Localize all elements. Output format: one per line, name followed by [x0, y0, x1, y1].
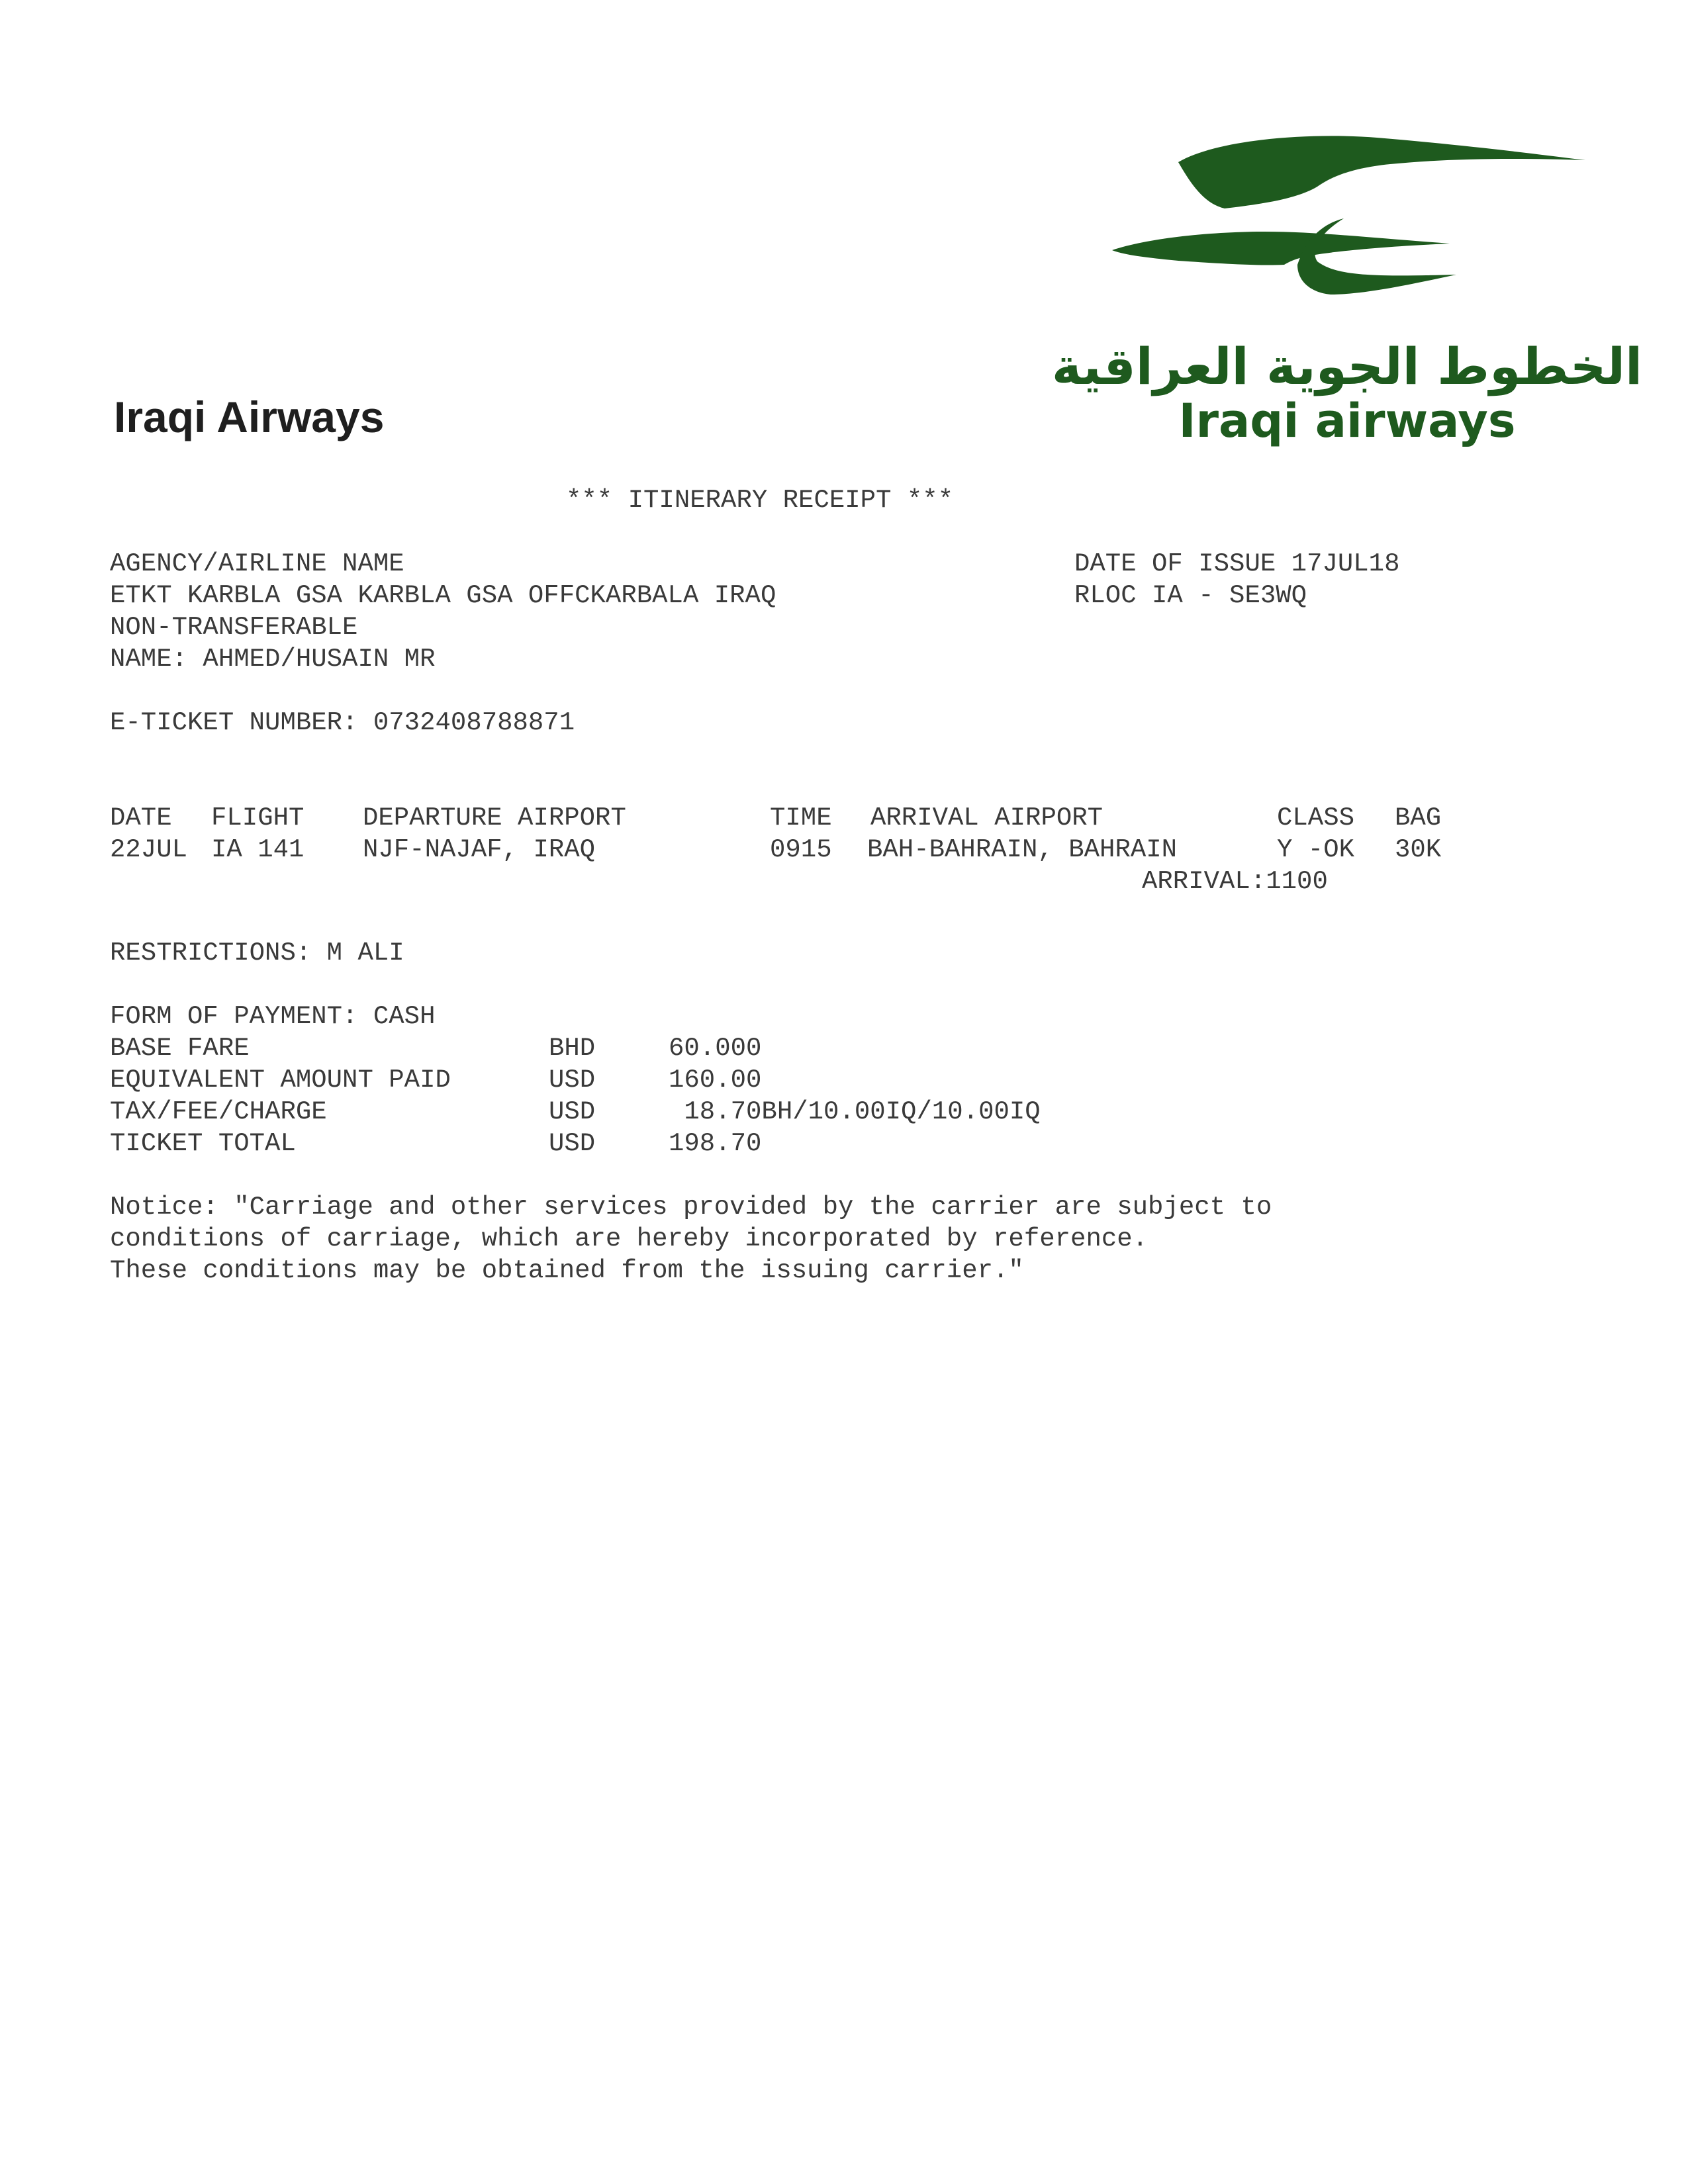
fare-label: EQUIVALENT AMOUNT PAID: [110, 1066, 451, 1095]
header-departure: DEPARTURE AIRPORT: [363, 803, 626, 833]
header-date: DATE: [110, 803, 172, 833]
fare-label: TAX/FEE/CHARGE: [110, 1097, 327, 1126]
fare-currency: USD: [549, 1129, 596, 1158]
logo-latin-text: Iraqi airways: [1178, 394, 1516, 448]
notice-line-1: Notice: "Carriage and other services provided by the carrier are subject to: [110, 1193, 1272, 1222]
airline-title: Iraqi Airways: [114, 392, 385, 441]
passenger-name: NAME: AHMED/HUSAIN MR: [110, 645, 436, 674]
fare-currency: USD: [549, 1097, 596, 1126]
header-time: TIME: [770, 803, 832, 833]
header-arrival: ARRIVAL AIRPORT: [870, 803, 1103, 833]
agency-label: AGENCY/AIRLINE NAME: [110, 549, 404, 578]
fare-amount: 198.70: [669, 1129, 762, 1158]
restrictions: RESTRICTIONS: M ALI: [110, 938, 404, 968]
flight-date: 22JUL: [110, 835, 188, 864]
eticket-number: E-TICKET NUMBER: 0732408788871: [110, 708, 575, 737]
arrival-time: ARRIVAL:1100: [1142, 867, 1328, 896]
bird-logo-icon: [1112, 136, 1585, 295]
fare-amount: 160.00: [669, 1066, 762, 1095]
header-flight: FLIGHT: [211, 803, 305, 833]
record-locator: RLOC IA - SE3WQ: [1074, 581, 1307, 610]
departure-time: 0915: [770, 835, 832, 864]
booking-class: Y -OK: [1277, 835, 1355, 864]
header-class: CLASS: [1277, 803, 1355, 833]
fare-currency: BHD: [549, 1034, 596, 1063]
non-transferable: NON-TRANSFERABLE: [110, 613, 358, 642]
flight-number: IA 141: [211, 835, 305, 864]
logo-arabic-text: الخطوط الجوية العراقية: [1051, 337, 1643, 396]
notice-line-2: conditions of carriage, which are hereby incorporated by reference.: [110, 1224, 1149, 1253]
date-of-issue: DATE OF ISSUE 17JUL18: [1074, 549, 1400, 578]
form-of-payment: FORM OF PAYMENT: CASH: [110, 1002, 436, 1031]
fare-amount: 60.000: [669, 1034, 762, 1063]
fare-label: BASE FARE: [110, 1034, 250, 1063]
fare-currency: USD: [549, 1066, 596, 1095]
header-bag: BAG: [1395, 803, 1442, 833]
notice-line-3: These conditions may be obtained from the issuing carrier.": [110, 1256, 1024, 1285]
agency-name: ETKT KARBLA GSA KARBLA GSA OFFCKARBALA IRAQ: [110, 581, 776, 610]
iraqi-airways-logo: [1051, 126, 1643, 457]
receipt-heading: *** ITINERARY RECEIPT ***: [566, 486, 954, 515]
baggage-allowance: 30K: [1395, 835, 1442, 864]
departure-airport: NJF-NAJAF, IRAQ: [363, 835, 596, 864]
arrival-airport: BAH-BAHRAIN, BAHRAIN: [867, 835, 1178, 864]
fare-amount: 18.70BH/10.00IQ/10.00IQ: [669, 1097, 1041, 1126]
fare-label: TICKET TOTAL: [110, 1129, 296, 1158]
